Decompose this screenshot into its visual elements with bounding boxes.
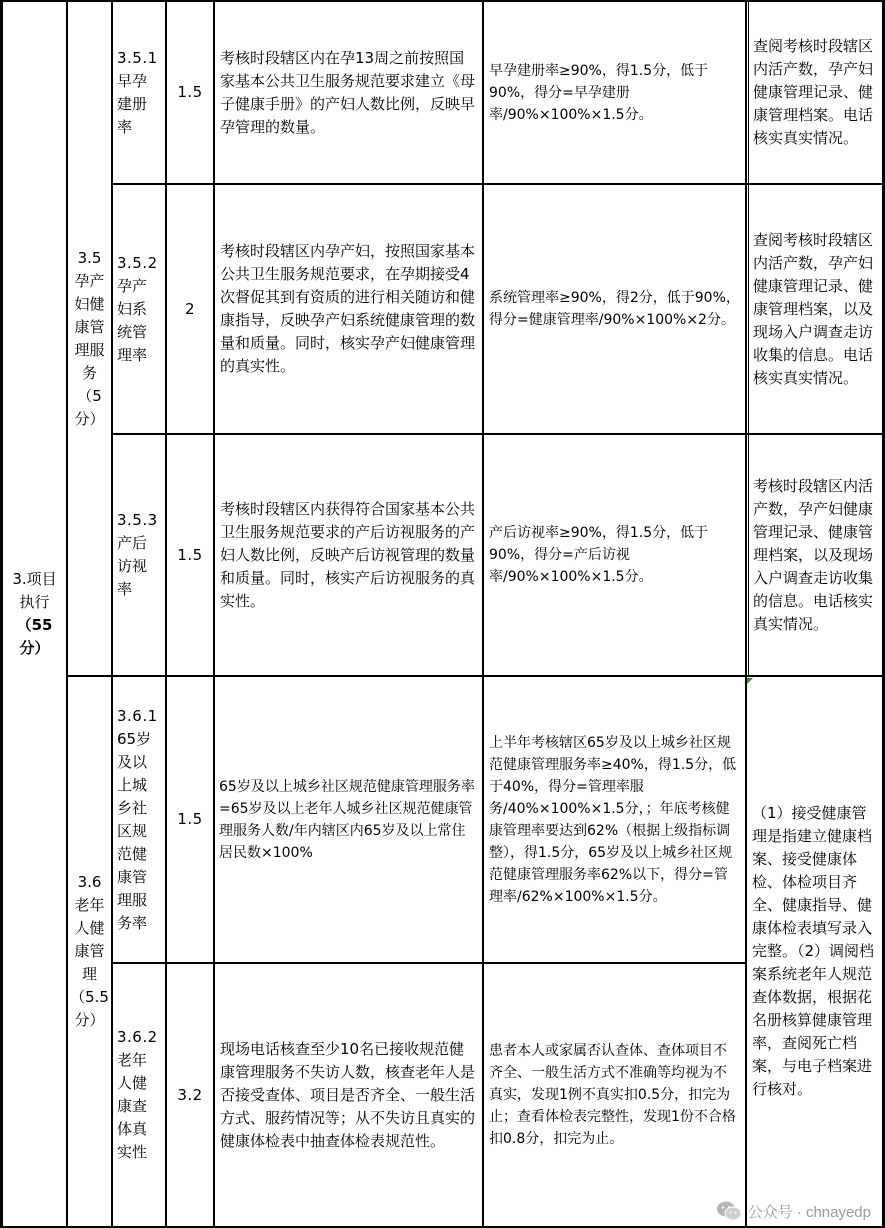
content-cell (215, 185, 482, 433)
content-text: 考核时段辖区内在孕13周之前按照国家基本公共卫生服务规范要求建立《母子健康手册》的产妇人数比例，反映早孕管理的数量。 (220, 48, 476, 136)
content-text: 考核时段辖区内孕产妇，按照国家基本公共卫生服务规范要求，在孕期接受4次督促其到有资质的进行相关随访和健康指导，反映孕产妇系统健康管理的数量和质量。同时，核实孕产妇健康管理的真实性。 (220, 242, 476, 375)
criteria-text: 系统管理率≥90%，得2分，低于90%，得分=健康管理率/90%×100%×2分。 (489, 290, 740, 328)
group-code: 3.6 (77, 873, 102, 891)
item-name: 孕产妇系统管理率 (117, 276, 148, 364)
item-name: 早孕建册率 (117, 71, 148, 136)
item-name-cell (113, 185, 165, 433)
watermark-text: 公众号 · chnayedp (747, 1203, 871, 1221)
content-cell (215, 964, 482, 1226)
criteria-text: 患者本人或家属否认查体、查体项目不齐全、一般生活方式不准确等均视为不真实，发现1例不真实扣0.5分，扣完为止；查看体检表完整性，发现1份不合格扣0.8分，扣完为止。 (489, 1043, 736, 1147)
section-score: （55分） (16, 616, 53, 657)
criteria-text: 早孕建册率≥90%，得1.5分，低于90%，得分=早孕建册率/90%×100%×1.5分。 (489, 62, 709, 123)
criteria-text: 上半年考核辖区65岁及以上城乡社区规范健康管理服务率≥40%，得1.5分，低于40%，得分=管理率服务/40%×100%×1.5分，；年底考核健康管理率要达到62%（根据上级指标调整），得1.5分，65岁及以上城乡社区规范健康管理服务率62%以下，得分=管理率/62%×100%×1.5分。 (489, 734, 737, 905)
method-text: 查阅考核时段辖区内活产数，孕产妇健康管理记录、健康管理档案，以及现场入户调查走访收集的信息。电话核实真实情况。 (753, 230, 874, 387)
content-text: 考核时段辖区内获得符合国家基本公共卫生服务规范要求的产后访视服务的产妇人数比例，反映产后访视管理的数量和质量。同时，核实产后访视服务的真实性。 (220, 499, 476, 610)
content-text: 65岁及以上城乡社区规范健康管理服务率=65岁及以上老年人城乡社区规范健康管理服务人数/年内辖区内65岁及以上常住居民数×100% (219, 778, 475, 861)
item-code: 3.5.3 (117, 511, 158, 529)
method-cell (749, 435, 882, 675)
item-name: 产后访视率 (117, 534, 148, 598)
criteria-cell (484, 435, 745, 675)
item-name-cell (113, 2, 165, 183)
points-cell: 3.2 (177, 1085, 203, 1104)
method-cell (749, 185, 882, 433)
item-name-cell (113, 677, 165, 962)
content-cell (215, 435, 482, 675)
group-cell-3-6 (68, 677, 111, 1226)
group-cell-3-5 (68, 2, 111, 675)
criteria-cell (484, 964, 745, 1226)
points-cell: 1.5 (177, 810, 203, 828)
section-cell (3, 2, 66, 1226)
group-title: 老年人健康管理 (74, 896, 105, 983)
criteria-text: 产后访视率≥90%，得1.5分，低于90%，得分=产后访视率/90%×100%×1.5分。 (489, 525, 709, 585)
points-cell: 2 (184, 299, 196, 318)
method-cell-merged (747, 677, 882, 1226)
criteria-cell (484, 677, 745, 962)
item-code: 3.5.2 (117, 253, 158, 272)
method-text: 查阅考核时段辖区内活产数，孕产妇健康管理记录、健康管理档案。电话核实真实情况。 (753, 37, 874, 147)
group-score: （5分） (74, 386, 105, 428)
points-cell: 1.5 (177, 83, 203, 101)
criteria-cell (484, 2, 745, 183)
group-code: 3.5 (77, 248, 102, 267)
group-score: （5.5分） (70, 988, 109, 1029)
group-title: 孕产妇健康管理服务 (74, 271, 105, 382)
wechat-icon (716, 1200, 742, 1222)
item-name-cell (113, 435, 165, 675)
item-code: 3.6.1 (117, 706, 158, 725)
method-cell (749, 2, 882, 183)
points-cell: 1.5 (177, 545, 203, 564)
content-cell (215, 2, 482, 183)
item-code: 3.6.2 (117, 1028, 158, 1046)
item-name: 老年人健康查体真实性 (117, 1051, 148, 1161)
section-code: 3. (12, 570, 27, 588)
item-name: 65岁及以上城乡社区规范健康管理服务率 (117, 729, 152, 932)
item-name-cell (113, 964, 165, 1226)
section-title: 项目执行 (19, 570, 57, 611)
criteria-cell (484, 185, 745, 433)
method-text: （1）接受健康管理是指建立健康档案、接受健康体检、体检项目齐全、健康指导、健康体检表填写录入完整。（2）调阅档案系统老年人规范查体数据，根据花名册核算健康管理率，查阅死亡档案，与电子档案进行核对。 (752, 804, 875, 1098)
watermark (716, 1200, 871, 1222)
content-text: 现场电话核查至少10名已接收规范健康管理服务不失访人数，核查老年人是否接受查体、项目是否齐全、一般生活方式、服药情况等；从不失访且真实的健康体检表中抽查体检表规范性。 (220, 1039, 476, 1150)
method-text: 考核时段辖区内活产数，孕产妇健康管理记录、健康管理档案，以及现场入户调查走访收集的信息。电话核实真实情况。 (753, 476, 874, 633)
item-code: 3.5.1 (117, 48, 158, 67)
content-cell (215, 677, 482, 962)
